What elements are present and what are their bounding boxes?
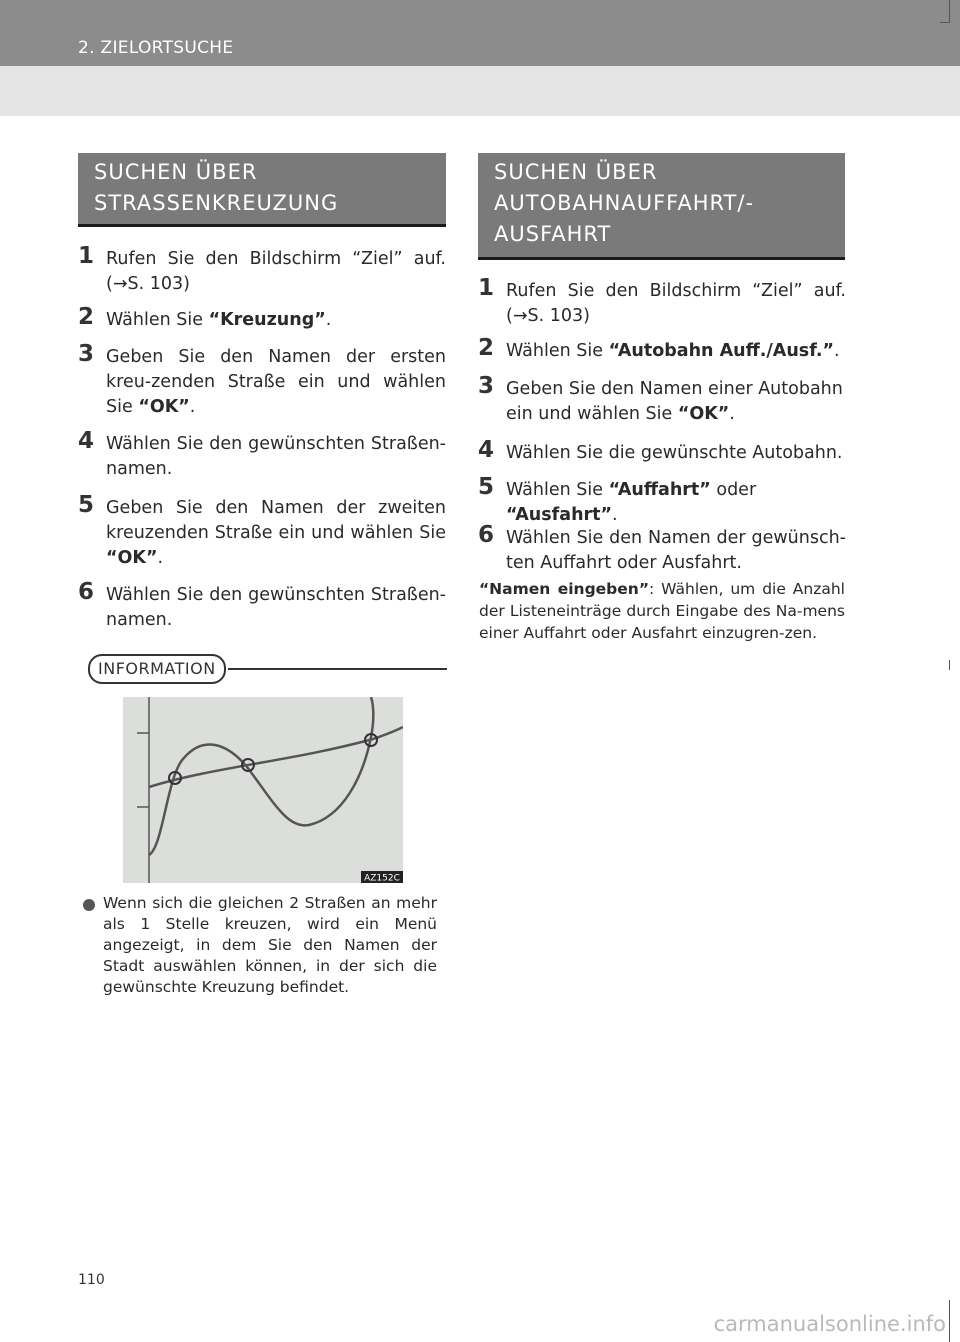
crop-mark [940, 22, 950, 23]
step-text: Geben Sie den Namen einer Autobahn ein und wählen Sie [506, 379, 843, 424]
road-curves-graphic [123, 697, 403, 883]
step-number: 4 [78, 428, 95, 454]
arrow-icon: → [512, 306, 528, 326]
heading-line: SUCHEN ÜBER [94, 160, 258, 184]
step-number: 1 [78, 243, 95, 269]
step-text: . [189, 397, 196, 417]
crop-mark [949, 1300, 950, 1342]
step-number: 3 [78, 341, 95, 367]
step-option: “OK” [677, 404, 730, 424]
step-number: 5 [478, 474, 495, 500]
step-text: . [325, 310, 332, 330]
note-namen-eingeben [479, 578, 845, 644]
step-1 [78, 243, 446, 297]
crop-mark [949, 0, 950, 22]
step-number: 1 [478, 275, 495, 301]
step-text: Wählen Sie die gewünschte Autobahn. [506, 443, 843, 463]
heading-line: SUCHEN ÜBER [494, 160, 658, 184]
section-heading-autobahn [478, 153, 845, 260]
info-bullet [103, 893, 437, 998]
page-reference[interactable]: S. 103) [127, 274, 190, 294]
step-number: 3 [478, 373, 495, 399]
step-5 [478, 474, 851, 528]
step-option: “Kreuzung” [208, 310, 326, 330]
step-3 [478, 373, 851, 427]
step-option: “Auffahrt” [608, 480, 711, 500]
step-text: . [612, 505, 618, 525]
step-text: . [157, 548, 164, 568]
bullet-text: Wenn sich die gleichen 2 Straßen an mehr als 1 Stelle kreuzen, wird ein Menü angezeigt, in dem Sie den Namen der Stadt auswählen können, in der sich die gewünschte Kreuzung befindet. [103, 894, 437, 996]
step-text: Wählen Sie [106, 310, 209, 330]
step-option: “OK” [106, 548, 158, 568]
step-number: 6 [478, 522, 495, 548]
step-number: 5 [78, 492, 95, 518]
watermark-url: carmanualsonline.info [713, 1312, 946, 1336]
step-4 [78, 428, 446, 482]
crop-mark [949, 660, 950, 670]
step-2 [78, 304, 446, 333]
heading-line: AUTOBAHNAUFFAHRT/- [494, 191, 755, 215]
intersection-illustration [123, 697, 403, 883]
chapter-title: 2. ZIELORTSUCHE [78, 38, 234, 58]
step-text: Geben Sie den Namen der zweiten kreuzenden Straße ein und wählen Sie [106, 498, 446, 543]
step-2 [478, 335, 846, 364]
step-6 [78, 579, 446, 633]
step-option: “OK” [138, 397, 190, 417]
section-heading-kreuzung [78, 153, 446, 227]
step-text: Geben Sie den Namen der ersten kreu-zenden Straße ein und wählen Sie [106, 347, 446, 417]
road-line-2 [149, 697, 373, 855]
bullet-dot-icon [83, 899, 95, 911]
step-text: Wählen Sie [506, 480, 609, 500]
step-text: Wählen Sie den gewünschten Straßen-namen. [106, 434, 446, 479]
heading-line: AUSFAHRT [494, 222, 612, 246]
step-number: 2 [78, 304, 95, 330]
page-reference[interactable]: S. 103) [527, 306, 590, 326]
step-option: “Ausfahrt” [506, 505, 613, 525]
step-3 [78, 341, 446, 420]
step-number: 4 [478, 437, 495, 463]
step-text: Wählen Sie den Namen der gewünsch-ten Auffahrt oder Ausfahrt. [506, 528, 846, 573]
step-text: . [729, 404, 735, 424]
step-text: Rufen Sie den Bildschirm “Ziel” auf. ( [506, 281, 846, 326]
information-label: INFORMATION [88, 654, 226, 684]
step-text: Wählen Sie [506, 341, 609, 361]
heading-line: STRASSENKREUZUNG [94, 191, 339, 215]
arrow-icon: → [112, 274, 128, 294]
information-divider [228, 668, 447, 670]
note-text: : Wählen, um die Anzahl der Listeneinträge durch Eingabe des Na-mens einer Auffahrt oder Ausfahrt einzugren-zen. [479, 580, 845, 642]
step-option: “Autobahn Auff./Ausf.” [608, 341, 835, 361]
step-number: 6 [78, 579, 95, 605]
step-1 [478, 275, 846, 329]
step-text: oder [710, 480, 757, 500]
step-5 [78, 492, 446, 571]
step-4 [478, 437, 851, 466]
step-text: Rufen Sie den Bildschirm “Ziel” auf. ( [106, 249, 446, 294]
note-term: “Namen eingeben” [479, 580, 650, 598]
step-text: . [834, 341, 840, 361]
page-number: 110 [78, 1272, 105, 1288]
sub-bar [0, 66, 960, 116]
step-number: 2 [478, 335, 495, 361]
figure-code: AZ152C [364, 873, 400, 883]
step-text: Wählen Sie den gewünschten Straßen-namen. [106, 585, 446, 630]
step-6 [478, 522, 846, 576]
